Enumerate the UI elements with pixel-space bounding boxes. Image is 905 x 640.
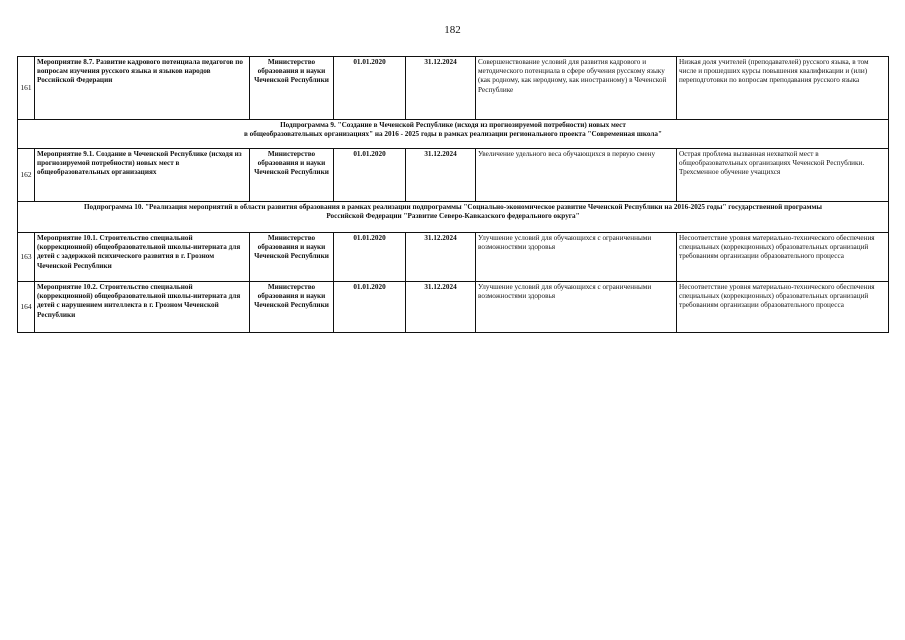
subprogram-header-row (18, 202, 889, 233)
activity-name: Мероприятие 10.1. Строительство специальной (коррекционной) общеобразовательной школы-интерната для детей с задержкой психического развития в г. Грозном Чеченской Республики (35, 233, 250, 282)
responsible-executor: Министерство образования и науки Чеченской Республики (250, 233, 334, 282)
table-row (18, 149, 889, 202)
non-implementation-consequence: Несоответствие уровня материально-технического обеспечения специальных (коррекционных) образовательных организаций требованиям организации образовательного процесса (677, 233, 889, 282)
subprogram-9-title-line-1: Подпрограмма 9. "Создание в Чеченской Республике (исходя из прогнозируемой потребности) новых мест (280, 121, 626, 129)
expected-result: Улучшение условий для обучающихся с ограниченными возможностями здоровья (476, 233, 677, 282)
start-date: 01.01.2020 (334, 233, 406, 282)
program-activities-table (17, 56, 889, 333)
activity-name: Мероприятие 8.7. Развитие кадрового потенциала педагогов по вопросам изучения русского языка и языков народов Российской Федерации (35, 57, 250, 120)
start-date: 01.01.2020 (334, 149, 406, 202)
start-date: 01.01.2020 (334, 282, 406, 333)
end-date: 31.12.2024 (406, 282, 476, 333)
subprogram-header-row (18, 120, 889, 149)
row-number: 164 (18, 282, 35, 333)
row-number: 161 (18, 57, 35, 120)
responsible-executor: Министерство образования и науки Чеченской Республики (250, 57, 334, 120)
end-date: 31.12.2024 (406, 149, 476, 202)
non-implementation-consequence: Острая проблема вызванная нехваткой мест в общеобразовательных организациях Чеченской Республики. Трехсменное обучение учащихся (677, 149, 889, 202)
end-date: 31.12.2024 (406, 57, 476, 120)
table-row (18, 282, 889, 333)
subprogram-10-title-line-1: Подпрограмма 10. "Реализация мероприятий в области развития образования в рамках реализации подпрограммы "Социально-экономическое развитие Чеченской Республики на 2016-2025 годы" государственной программы (83, 203, 823, 211)
subprogram-10-title (18, 202, 889, 233)
subprogram-9-title (18, 120, 889, 149)
non-implementation-consequence: Несоответствие уровня материально-технического обеспечения специальных (коррекционных) образовательных организаций требованиям организации образовательного процесса (677, 282, 889, 333)
expected-result: Увеличение удельного веса обучающихся в первую смену (476, 149, 677, 202)
non-implementation-consequence: Низкая доля учителей (преподавателей) русского языка, в том числе и прошедших курсы повышения квалификации и (или) переподготовки по вопросам преподавания русского языка (677, 57, 889, 120)
expected-result: Улучшение условий для обучающихся с ограниченными возможностями здоровья (476, 282, 677, 333)
table-row (18, 57, 889, 120)
row-number: 162 (18, 149, 35, 202)
subprogram-10-title-line-2: Российской Федерации "Развитие Северо-Кавказского федерального округа" (326, 212, 580, 221)
responsible-executor: Министерство образования и науки Чеченской Республики (250, 149, 334, 202)
end-date: 31.12.2024 (406, 233, 476, 282)
page-number: 182 (444, 24, 461, 36)
responsible-executor: Министерство образования и науки Чеченской Республики (250, 282, 334, 333)
table-row (18, 233, 889, 282)
activity-name: Мероприятие 10.2. Строительство специальной (коррекционной) общеобразовательной школы-интерната для детей с нарушением интеллекта в г. Грозном Чеченской Республики (35, 282, 250, 333)
row-number: 163 (18, 233, 35, 282)
activity-name: Мероприятие 9.1. Создание в Чеченской Республике (исходя из прогнозируемой потребности) новых мест в общеобразовательных организациях (35, 149, 250, 202)
expected-result: Совершенствование условий для развития кадрового и методического потенциала в сфере обучения русскому языку (как родному, как неродному, как иностранному) в Чеченской Республике (476, 57, 677, 120)
subprogram-9-title-line-2: в общеобразовательных организациях" на 2016 - 2025 годы в рамках реализации регионального проекта "Современная школа" (243, 130, 663, 139)
start-date: 01.01.2020 (334, 57, 406, 120)
